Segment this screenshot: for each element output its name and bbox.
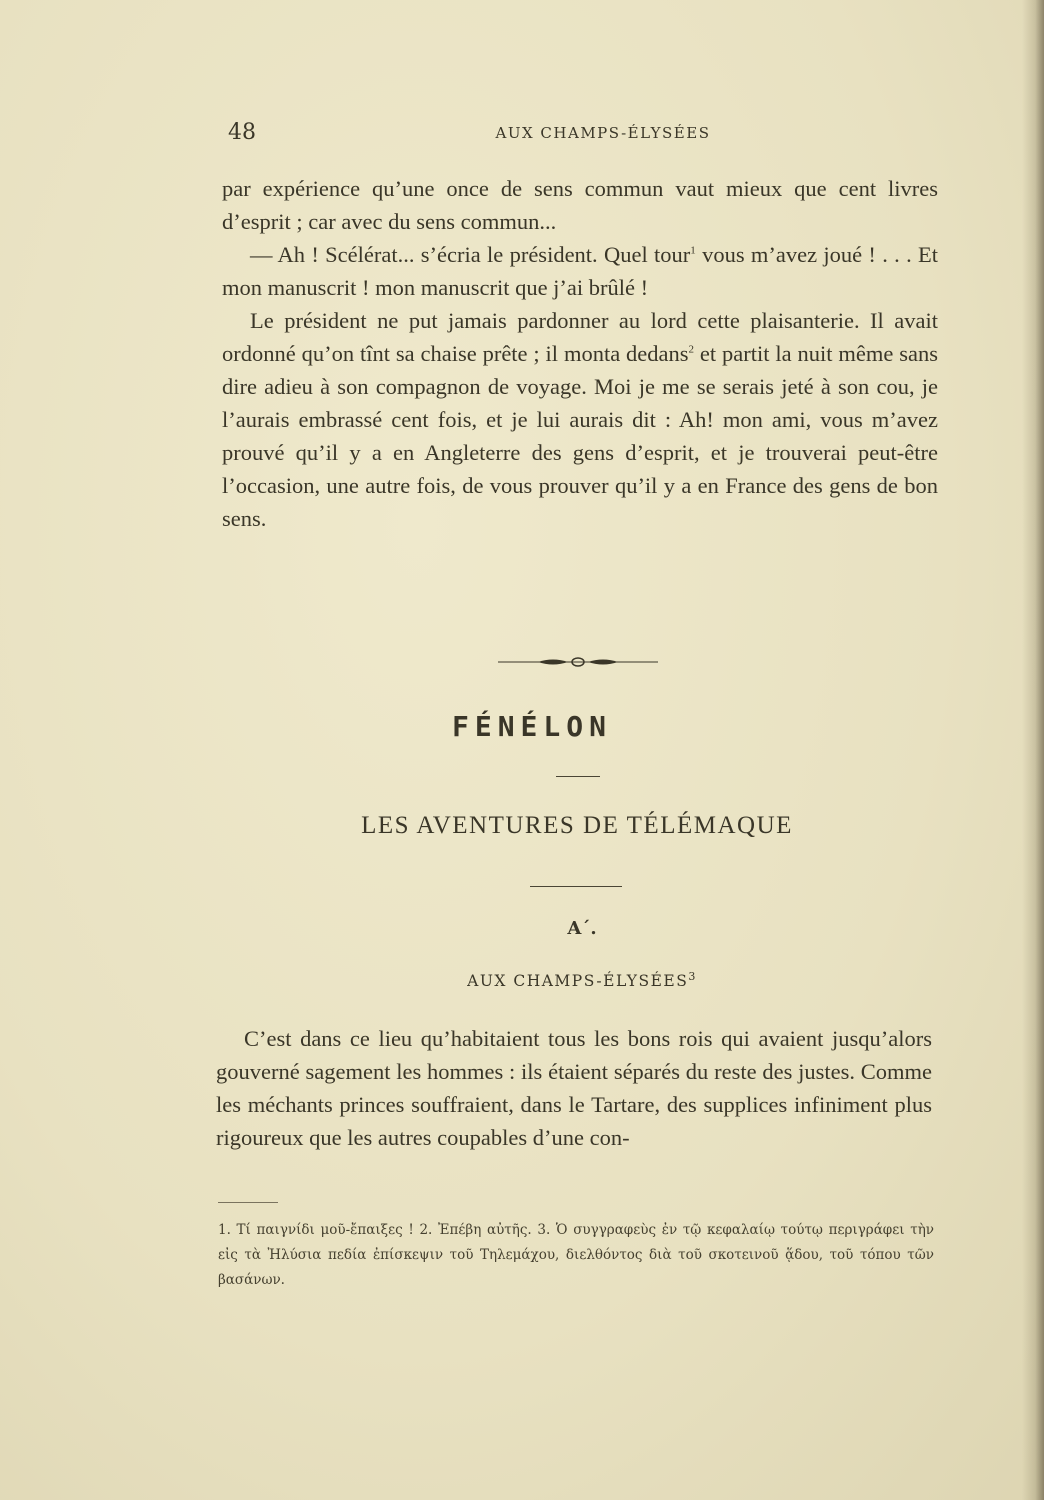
running-head-title: AUX CHAMPS-ÉLYSÉES	[495, 124, 711, 142]
page-number: 48	[228, 120, 256, 145]
ornament-divider	[498, 654, 658, 670]
section-title	[0, 969, 1044, 990]
paragraph-text: et partit la nuit même sans dire adieu à son compagnon de voyage. Moi je me se serais jeté à son cou, je l’aurais embrassé cent fois, et je lui aurais dit : Ah! mon ami, vous m’avez prouvé qu’il y a en Angleterre des gens d’esprit, et je trouverai peut-être l’occasion, une autre fois, de vous prouver qu’il y a en France des gens de bon sens.	[222, 341, 939, 531]
paragraph	[216, 1022, 932, 1154]
footnote-ref: 1	[690, 244, 696, 257]
paragraph-text: vous m’avez joué ! . . . Et mon manuscrit ! mon manuscrit que j’ai brûlé !	[222, 242, 938, 300]
page-edge-shadow	[1022, 0, 1044, 1500]
title-rule	[530, 886, 622, 887]
footnotes	[218, 1218, 934, 1293]
paragraph	[222, 172, 938, 238]
paragraph-text: — Ah ! Scélérat... s’écria le président. Quel tour	[250, 242, 691, 267]
book-title: LES AVENTURES DE TÉLÉMAQUE	[361, 812, 793, 839]
paragraph-text: Le président ne put jamais pardonner au lord cette plaisanterie. Il avait ordonné qu’on tînt sa chaise prête ; il monta dedans	[222, 308, 938, 366]
author-name: FÉNÉLON	[451, 710, 612, 743]
short-rule	[556, 776, 600, 777]
paragraph	[222, 238, 938, 304]
running-head	[228, 120, 938, 150]
paragraph-text: par expérience qu’une once de sens commun vaut mieux que cent livres d’esprit ; car avec du sens commun...	[222, 176, 938, 234]
paragraph	[222, 304, 938, 535]
footnote-ref: 3	[688, 969, 697, 983]
footnote-text: 1. Τί παιγνίδι μοῦ-ἔπαιξες ! 2. Ἐπέβη αὐτῆς. 3. Ὁ συγγραφεὺς ἐν τῷ κεφαλαίῳ τούτῳ περιγράφει τὴν εἰς τὰ Ἠλύσια πεδία ἐπίσκεψιν τοῦ Τηλεμάχου, διελθόντος διὰ τοῦ σκοτεινοῦ ᾅδου, τοῦ τόπου τῶν βασάνων.	[218, 1222, 934, 1288]
bottom-text-block	[216, 1022, 932, 1154]
section-title-text: AUX CHAMPS-ÉLYSÉES	[467, 972, 689, 990]
footnote-ref: 2	[688, 343, 695, 356]
top-text-block	[222, 172, 938, 535]
footnote-rule	[218, 1202, 278, 1203]
chapter-number: A΄.	[567, 918, 597, 939]
paragraph-text: C’est dans ce lieu qu’habitaient tous les bons rois qui avaient jusqu’alors gouverné sagement les hommes : ils étaient séparés du reste des justes. Comme les méchants princes souffraient, dans le Tartare, des supplices infiniment plus rigoureux que les autres coupables d’une con-	[216, 1026, 932, 1150]
